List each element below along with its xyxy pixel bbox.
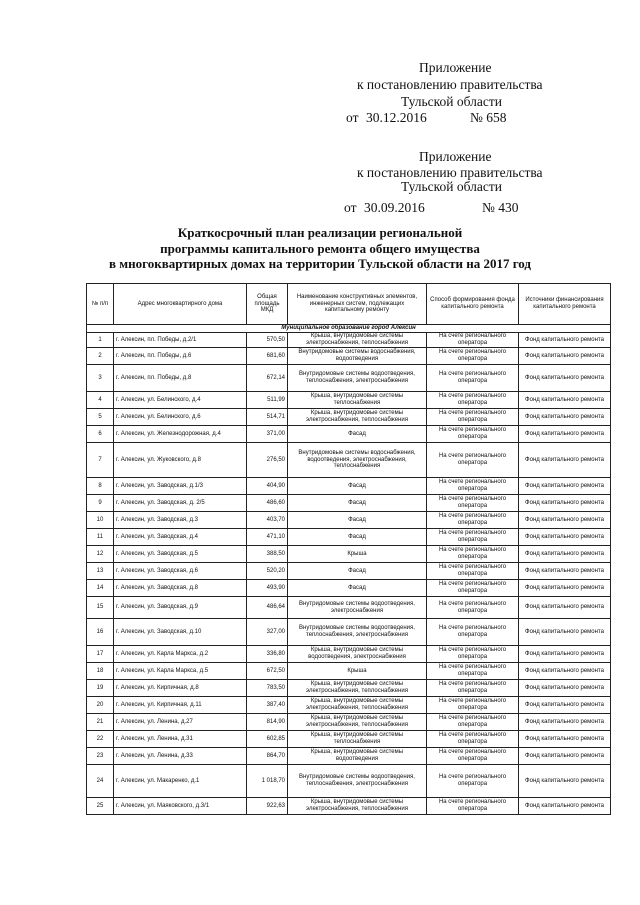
row-area: 471,10 <box>247 529 288 546</box>
row-area: 672,50 <box>247 663 288 680</box>
row-works: Крыша, внутридомовые системы водоотведения <box>288 748 427 765</box>
document-title-line-1: Краткосрочный план реализации региональной <box>177 225 463 240</box>
row-number: 7 <box>87 443 114 478</box>
row-works: Крыша, внутридомовые системы электроснабжения, теплоснабжения <box>288 680 427 697</box>
row-works: Фасад <box>288 563 427 580</box>
row-fund-method: На счете регионального оператора <box>427 714 519 731</box>
row-area: 570,50 <box>247 333 288 348</box>
row-number: 20 <box>87 697 114 714</box>
row-number: 11 <box>87 529 114 546</box>
header1-number: № 658 <box>470 110 507 125</box>
row-fund-method: На счете регионального оператора <box>427 529 519 546</box>
row-address: г. Алексин, ул. Заводская, д.1/3 <box>114 478 247 495</box>
table-row <box>87 748 611 765</box>
row-funding-source: Фонд капитального ремонта <box>519 619 611 646</box>
row-works: Внутридомовые системы водоснабжения, водоотведения <box>288 348 427 365</box>
row-fund-method: На счете регионального оператора <box>427 546 519 563</box>
row-area: 602,85 <box>247 731 288 748</box>
row-fund-method: На счете регионального оператора <box>427 478 519 495</box>
row-area: 371,00 <box>247 426 288 443</box>
table-row <box>87 765 611 798</box>
row-address: г. Алексин, ул. Карла Маркса, д.5 <box>114 663 247 680</box>
row-address: г. Алексин, ул. Заводская, д.8 <box>114 580 247 597</box>
row-number: 21 <box>87 714 114 731</box>
row-funding-source: Фонд капитального ремонта <box>519 392 611 409</box>
row-number: 15 <box>87 597 114 619</box>
row-area: 1 018,70 <box>247 765 288 798</box>
row-address: г. Алексин, ул. Железнодорожная, д.4 <box>114 426 247 443</box>
row-number: 17 <box>87 646 114 663</box>
row-number: 18 <box>87 663 114 680</box>
row-works: Крыша, внутридомовые системы электроснабжения, теплоснабжения <box>288 333 427 348</box>
table-row <box>87 697 611 714</box>
row-number: 13 <box>87 563 114 580</box>
row-funding-source: Фонд капитального ремонта <box>519 495 611 512</box>
table-row <box>87 798 611 815</box>
row-fund-method: На счете регионального оператора <box>427 697 519 714</box>
table-row <box>87 646 611 663</box>
row-area: 681,60 <box>247 348 288 365</box>
row-works: Крыша, внутридомовые системы электроснабжения, теплоснабжения <box>288 714 427 731</box>
row-works: Внутридомовые системы водоотведения, теплоснабжения, электроснабжения <box>288 619 427 646</box>
row-works: Крыша, внутридомовые системы водоотведения, электроснабжения <box>288 646 427 663</box>
row-works: Внутридомовые системы водоотведения, теплоснабжения, электроснабжения <box>288 765 427 798</box>
row-fund-method: На счете регионального оператора <box>427 495 519 512</box>
row-fund-method: На счете регионального оператора <box>427 443 519 478</box>
row-address: г. Алексин, ул. Ленина, д.33 <box>114 748 247 765</box>
header2-number: № 430 <box>482 200 519 215</box>
row-works: Крыша, внутридомовые системы электроснабжения, теплоснабжения <box>288 409 427 426</box>
row-works: Фасад <box>288 529 427 546</box>
row-fund-method: На счете регионального оператора <box>427 333 519 348</box>
row-number: 25 <box>87 798 114 815</box>
repair-plan-table <box>86 283 611 815</box>
row-funding-source: Фонд капитального ремонта <box>519 597 611 619</box>
row-number: 23 <box>87 748 114 765</box>
row-funding-source: Фонд капитального ремонта <box>519 663 611 680</box>
row-funding-source: Фонд капитального ремонта <box>519 765 611 798</box>
row-address: г. Алексин, ул. Маяковского, д.3/1 <box>114 798 247 815</box>
row-fund-method: На счете регионального оператора <box>427 426 519 443</box>
table-row <box>87 426 611 443</box>
row-works: Крыша, внутридомовые системы теплоснабжения <box>288 731 427 748</box>
column-header-area: Общая площадь МКД <box>247 284 288 325</box>
row-area: 327,00 <box>247 619 288 646</box>
row-area: 672,14 <box>247 365 288 392</box>
row-funding-source: Фонд капитального ремонта <box>519 714 611 731</box>
row-funding-source: Фонд капитального ремонта <box>519 443 611 478</box>
table-row <box>87 443 611 478</box>
row-area: 387,40 <box>247 697 288 714</box>
row-address: г. Алексин, пл. Победы, д.8 <box>114 365 247 392</box>
row-works: Фасад <box>288 512 427 529</box>
header1-appendix: Приложение <box>419 60 492 75</box>
row-number: 9 <box>87 495 114 512</box>
row-number: 8 <box>87 478 114 495</box>
row-address: г. Алексин, пл. Победы, д.2/1 <box>114 333 247 348</box>
row-funding-source: Фонд капитального ремонта <box>519 563 611 580</box>
column-header-fund-method: Способ формирования фонда капитального ремонта <box>427 284 519 325</box>
column-header-funding-source: Источники финансирования капитального ремонта <box>519 284 611 325</box>
row-funding-source: Фонд капитального ремонта <box>519 798 611 815</box>
row-area: 404,90 <box>247 478 288 495</box>
row-number: 22 <box>87 731 114 748</box>
municipality-section-row <box>87 325 611 333</box>
row-works: Внутридомовые системы водоснабжения, водоотведения, электроснабжения, теплоснабжения <box>288 443 427 478</box>
table-row <box>87 580 611 597</box>
row-number: 3 <box>87 365 114 392</box>
row-area: 814,90 <box>247 714 288 731</box>
row-funding-source: Фонд капитального ремонта <box>519 529 611 546</box>
header2-appendix: Приложение <box>419 149 492 164</box>
row-fund-method: На счете регионального оператора <box>427 409 519 426</box>
table-row <box>87 546 611 563</box>
row-works: Крыша <box>288 546 427 563</box>
table-row <box>87 680 611 697</box>
row-funding-source: Фонд капитального ремонта <box>519 409 611 426</box>
row-address: г. Алексин, ул. Заводская, д.9 <box>114 597 247 619</box>
row-fund-method: На счете регионального оператора <box>427 798 519 815</box>
header2-decree: к постановлению правительства <box>357 165 543 180</box>
table-row <box>87 495 611 512</box>
row-fund-method: На счете регионального оператора <box>427 563 519 580</box>
row-address: г. Алексин, ул. Жуковского, д.8 <box>114 443 247 478</box>
row-funding-source: Фонд капитального ремонта <box>519 646 611 663</box>
row-area: 783,50 <box>247 680 288 697</box>
row-number: 5 <box>87 409 114 426</box>
row-number: 12 <box>87 546 114 563</box>
row-address: г. Алексин, ул. Макаренко, д.1 <box>114 765 247 798</box>
row-works: Фасад <box>288 495 427 512</box>
row-funding-source: Фонд капитального ремонта <box>519 512 611 529</box>
row-funding-source: Фонд капитального ремонта <box>519 426 611 443</box>
document-title-line-3: в многоквартирных домах на территории Тульской области на 2017 год <box>109 256 531 271</box>
row-funding-source: Фонд капитального ремонта <box>519 680 611 697</box>
header2-region: Тульской области <box>401 179 502 194</box>
row-address: г. Алексин, ул. Карла Маркса, д.2 <box>114 646 247 663</box>
header2-date: 30.09.2016 <box>364 200 425 215</box>
row-area: 511,99 <box>247 392 288 409</box>
header2-date-prefix: от <box>344 200 357 215</box>
table-row <box>87 512 611 529</box>
row-address: г. Алексин, ул. Заводская, д.10 <box>114 619 247 646</box>
row-works: Фасад <box>288 580 427 597</box>
row-works: Внутридомовые системы водоотведения, электроснабжения <box>288 597 427 619</box>
table-row <box>87 563 611 580</box>
row-funding-source: Фонд капитального ремонта <box>519 365 611 392</box>
row-works: Внутридомовые системы водоотведения, теплоснабжения, электроснабжения <box>288 365 427 392</box>
row-works: Крыша, внутридомовые системы теплоснабжения <box>288 392 427 409</box>
row-works: Фасад <box>288 426 427 443</box>
row-address: г. Алексин, ул. Белинского, д.6 <box>114 409 247 426</box>
row-works: Крыша <box>288 663 427 680</box>
row-number: 2 <box>87 348 114 365</box>
row-works: Крыша, внутридомовые системы электроснабжения, теплоснабжения <box>288 697 427 714</box>
row-area: 864,70 <box>247 748 288 765</box>
row-fund-method: На счете регионального оператора <box>427 365 519 392</box>
row-number: 14 <box>87 580 114 597</box>
row-funding-source: Фонд капитального ремонта <box>519 748 611 765</box>
row-funding-source: Фонд капитального ремонта <box>519 697 611 714</box>
row-area: 486,64 <box>247 597 288 619</box>
row-number: 19 <box>87 680 114 697</box>
table-row <box>87 409 611 426</box>
row-area: 388,50 <box>247 546 288 563</box>
row-works: Крыша, внутридомовые системы электроснабжения, теплоснабжения <box>288 798 427 815</box>
row-address: г. Алексин, ул. Заводская, д.3 <box>114 512 247 529</box>
row-fund-method: На счете регионального оператора <box>427 680 519 697</box>
row-address: г. Алексин, ул. Заводская, д.4 <box>114 529 247 546</box>
row-area: 922,63 <box>247 798 288 815</box>
header1-decree: к постановлению правительства <box>357 77 543 92</box>
table-row <box>87 365 611 392</box>
row-funding-source: Фонд капитального ремонта <box>519 333 611 348</box>
row-address: г. Алексин, ул. Ленина, д.31 <box>114 731 247 748</box>
row-fund-method: На счете регионального оператора <box>427 392 519 409</box>
row-works: Фасад <box>288 478 427 495</box>
table-row <box>87 529 611 546</box>
table-row <box>87 392 611 409</box>
row-number: 24 <box>87 765 114 798</box>
row-address: г. Алексин, ул. Кирпичная, д.11 <box>114 697 247 714</box>
row-area: 493,90 <box>247 580 288 597</box>
municipality-section-label: Муниципальное образование город Алексин <box>87 325 611 333</box>
row-fund-method: На счете регионального оператора <box>427 663 519 680</box>
row-funding-source: Фонд капитального ремонта <box>519 580 611 597</box>
table-header-row <box>87 284 611 325</box>
row-number: 1 <box>87 333 114 348</box>
row-fund-method: На счете регионального оператора <box>427 597 519 619</box>
row-address: г. Алексин, ул. Заводская, д.5 <box>114 546 247 563</box>
row-fund-method: На счете регионального оператора <box>427 580 519 597</box>
header1-region: Тульской области <box>401 94 502 109</box>
column-header-works: Наименование конструктивных элементов, инженерных систем, подлежащих капитальному ремонту <box>288 284 427 325</box>
row-funding-source: Фонд капитального ремонта <box>519 546 611 563</box>
row-area: 520,20 <box>247 563 288 580</box>
row-fund-method: На счете регионального оператора <box>427 646 519 663</box>
column-header-number: № п/п <box>87 284 114 325</box>
row-address: г. Алексин, ул. Ленина, д.27 <box>114 714 247 731</box>
column-header-address: Адрес многоквартирного дома <box>114 284 247 325</box>
row-area: 514,71 <box>247 409 288 426</box>
table-row <box>87 597 611 619</box>
row-fund-method: На счете регионального оператора <box>427 748 519 765</box>
row-funding-source: Фонд капитального ремонта <box>519 478 611 495</box>
table-row <box>87 333 611 348</box>
table-row <box>87 478 611 495</box>
row-funding-source: Фонд капитального ремонта <box>519 731 611 748</box>
header1-date-prefix: от <box>346 110 359 125</box>
table-row <box>87 714 611 731</box>
row-fund-method: На счете регионального оператора <box>427 348 519 365</box>
row-address: г. Алексин, ул. Заводская, д. 2/5 <box>114 495 247 512</box>
table-row <box>87 619 611 646</box>
row-area: 403,70 <box>247 512 288 529</box>
row-area: 486,60 <box>247 495 288 512</box>
row-fund-method: На счете регионального оператора <box>427 619 519 646</box>
row-funding-source: Фонд капитального ремонта <box>519 348 611 365</box>
row-fund-method: На счете регионального оператора <box>427 512 519 529</box>
row-fund-method: На счете регионального оператора <box>427 731 519 748</box>
header1-date: 30.12.2016 <box>366 110 427 125</box>
row-number: 6 <box>87 426 114 443</box>
row-area: 276,50 <box>247 443 288 478</box>
row-number: 4 <box>87 392 114 409</box>
row-number: 16 <box>87 619 114 646</box>
row-address: г. Алексин, ул. Белинского, д.4 <box>114 392 247 409</box>
row-area: 336,80 <box>247 646 288 663</box>
document-title-line-2: программы капитального ремонта общего имущества <box>160 241 480 256</box>
table-row <box>87 731 611 748</box>
row-address: г. Алексин, ул. Кирпичная, д.8 <box>114 680 247 697</box>
row-fund-method: На счете регионального оператора <box>427 765 519 798</box>
row-number: 10 <box>87 512 114 529</box>
table-row <box>87 348 611 365</box>
table-row <box>87 663 611 680</box>
row-address: г. Алексин, ул. Заводская, д.6 <box>114 563 247 580</box>
row-address: г. Алексин, пл. Победы, д.6 <box>114 348 247 365</box>
